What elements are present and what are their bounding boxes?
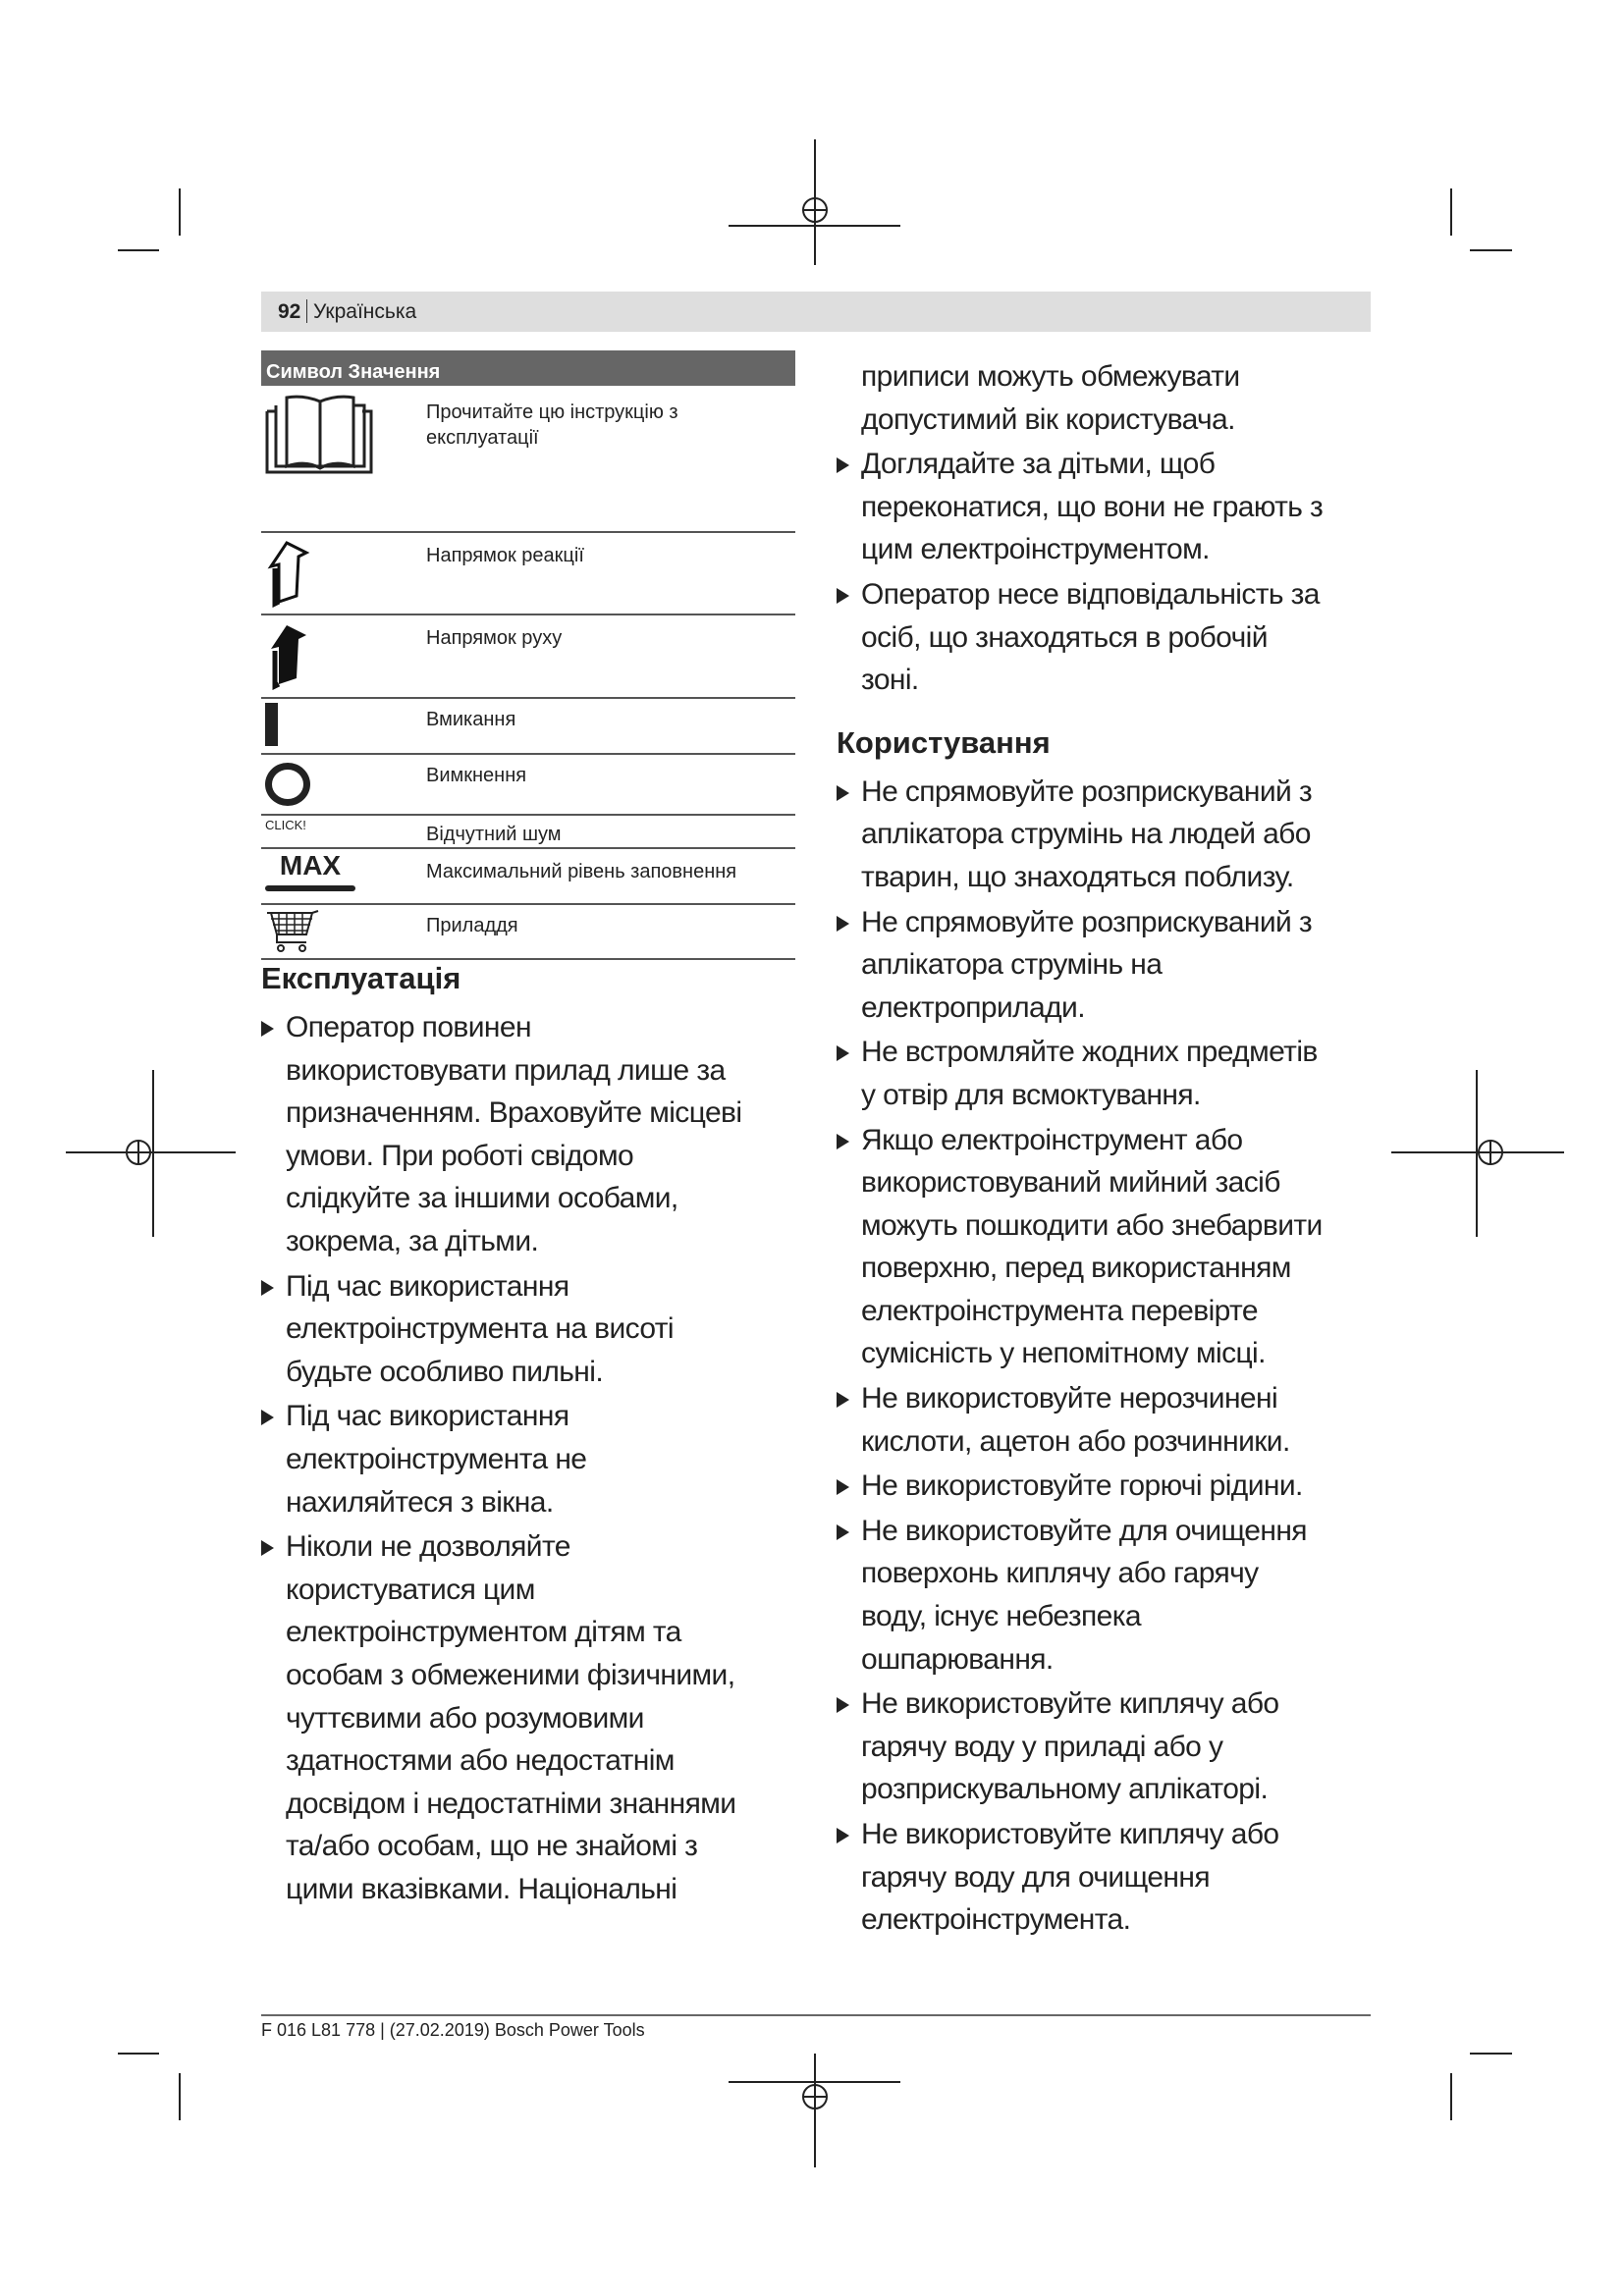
registration-mark-right bbox=[1391, 1070, 1564, 1237]
text-line: Не використовуйте киплячу або bbox=[861, 1687, 1279, 1721]
bullet-triangle-icon bbox=[837, 1134, 849, 1149]
bullet-triangle-icon bbox=[837, 916, 849, 932]
registration-mark-bottom bbox=[729, 2054, 900, 2167]
text-line: розприскувальному аплікаторі. bbox=[861, 1773, 1269, 1806]
text-line: Не спрямовуйте розприскуваний з bbox=[861, 905, 1313, 938]
page-header bbox=[261, 292, 1371, 332]
symbol-label: Максимальний рівень заповнення bbox=[426, 861, 737, 882]
bullet-triangle-icon bbox=[837, 1392, 849, 1408]
text-line: Не спрямовуйте розприскуваний з bbox=[861, 774, 1313, 808]
symbol-label: Напрямок руху bbox=[426, 627, 563, 649]
text-line: Не використовуйте для очищення bbox=[861, 1514, 1307, 1547]
text-line: допустимий вік користувача. bbox=[861, 402, 1235, 436]
text-line: користуватися цим bbox=[286, 1573, 535, 1606]
text-line: електроінструмента. bbox=[861, 1903, 1131, 1937]
text-line: поверхню, перед використанням bbox=[861, 1252, 1291, 1285]
bullet-item bbox=[837, 771, 1386, 899]
symbol-table-header: Символ Значення bbox=[261, 350, 795, 386]
text-line: Під час використання bbox=[286, 1269, 569, 1303]
bullet-triangle-icon bbox=[837, 1479, 849, 1495]
text-line: особам з обмеженими фізичними, bbox=[286, 1658, 735, 1691]
bullet-triangle-icon bbox=[837, 1697, 849, 1713]
text-line: воду, існує небезпека bbox=[861, 1600, 1142, 1633]
registration-mark-top bbox=[729, 139, 900, 265]
text-line: чуттєвими або розумовими bbox=[286, 1701, 644, 1735]
right-column bbox=[837, 355, 1386, 1944]
text-line: Оператор повинен bbox=[286, 1011, 531, 1043]
bullet-item bbox=[837, 573, 1386, 702]
bullet-item bbox=[261, 1395, 811, 1523]
bullet-triangle-icon bbox=[261, 1540, 274, 1556]
text-line: приписи можуть обмежувати bbox=[861, 360, 1240, 393]
symbol-label: Напрямок реакції bbox=[426, 545, 584, 566]
text-line: цим електроінструментом. bbox=[861, 533, 1210, 566]
text-line: переконатися, що вони не грають з bbox=[861, 490, 1324, 523]
symbol-row bbox=[261, 615, 795, 699]
bullet-item bbox=[837, 1813, 1386, 1942]
text-line: електроінструментом дітям та bbox=[286, 1616, 681, 1649]
text-line: аплікатора струмінь на людей або bbox=[861, 818, 1311, 851]
symbol-label: Приладдя bbox=[426, 915, 518, 936]
bullet-triangle-icon bbox=[837, 1524, 849, 1540]
max-fill-level-icon bbox=[265, 851, 355, 891]
bullet-triangle-icon bbox=[837, 588, 849, 604]
text-line: нахиляйтеся з вікна. bbox=[286, 1485, 554, 1519]
text-line: ошпарювання. bbox=[861, 1642, 1054, 1676]
page-number: 92 bbox=[278, 300, 301, 323]
symbol-row bbox=[261, 386, 795, 533]
symbol-row bbox=[261, 755, 795, 816]
movement-arrow-filled-icon bbox=[265, 621, 314, 690]
text-line: Не використовуйте нерозчинені bbox=[861, 1382, 1278, 1415]
bullet-triangle-icon bbox=[837, 1828, 849, 1843]
max-text: MAX bbox=[279, 850, 342, 881]
continuation-paragraph bbox=[837, 355, 1386, 441]
text-line: призначенням. Враховуйте місцеві bbox=[286, 1096, 742, 1130]
text-line: тварин, що знаходяться поблизу. bbox=[861, 860, 1294, 893]
bullet-triangle-icon bbox=[261, 1280, 274, 1296]
text-line: Якщо електроінструмент або bbox=[861, 1123, 1243, 1156]
bullet-item bbox=[837, 1510, 1386, 1681]
symbol-label: Відчутний шум bbox=[426, 824, 562, 845]
text-line: Не використовуйте горючі рідини. bbox=[861, 1469, 1303, 1503]
bullet-item bbox=[837, 1031, 1386, 1116]
reaction-arrow-outline-icon bbox=[265, 539, 314, 608]
text-line: будьте особливо пильні. bbox=[286, 1355, 604, 1388]
text-line: гарячу воду для очищення bbox=[861, 1860, 1211, 1894]
text-line: електроінструмента перевірте bbox=[861, 1294, 1258, 1327]
bullet-triangle-icon bbox=[261, 1021, 274, 1037]
text-line: Не встромляйте жодних предметів bbox=[861, 1036, 1318, 1069]
text-line: у отвір для всмоктування. bbox=[861, 1078, 1201, 1111]
bullet-triangle-icon bbox=[837, 1045, 849, 1061]
bullet-item bbox=[837, 1119, 1386, 1376]
text-line: Доглядайте за дітьми, щоб bbox=[861, 448, 1216, 481]
section-heading-operation: Експлуатація bbox=[261, 961, 461, 995]
text-line: зокрема, за дітьми. bbox=[286, 1224, 539, 1257]
bullet-item bbox=[261, 1525, 811, 1910]
text-line: Ніколи не дозволяйте bbox=[286, 1530, 570, 1564]
text-line: цими вказівками. Національні bbox=[286, 1872, 677, 1905]
symbol-label: Вимкнення bbox=[426, 765, 527, 786]
text-line: гарячу воду у приладі або у bbox=[861, 1730, 1223, 1763]
text-line: Під час використання bbox=[286, 1400, 569, 1433]
book-icon bbox=[265, 394, 375, 474]
registration-mark-left bbox=[66, 1070, 236, 1237]
left-column bbox=[261, 951, 811, 1912]
bullet-triangle-icon bbox=[837, 457, 849, 473]
click-text-icon: CLICK! bbox=[265, 818, 306, 832]
section-heading-use: Користування bbox=[837, 724, 1051, 760]
supervision-bullets bbox=[837, 443, 1386, 702]
text-line: слідкуйте за іншими особами, bbox=[286, 1182, 678, 1215]
text-line: поверхонь киплячу або гарячу bbox=[861, 1557, 1259, 1590]
text-line: електроінструмента не bbox=[286, 1442, 587, 1475]
use-bullets bbox=[837, 771, 1386, 1942]
bullet-item bbox=[837, 1465, 1386, 1508]
symbol-row bbox=[261, 816, 795, 849]
bullet-item bbox=[837, 901, 1386, 1030]
bullet-item bbox=[261, 1265, 811, 1394]
symbol-table bbox=[261, 350, 795, 960]
text-line: аплікатора струмінь на bbox=[861, 948, 1163, 982]
text-line: зоні. bbox=[861, 664, 919, 697]
text-line: можуть пошкодити або знебарвити bbox=[861, 1208, 1323, 1242]
footer-rule bbox=[261, 2014, 1371, 2016]
text-line: Не використовуйте киплячу або bbox=[861, 1818, 1279, 1850]
text-line: кислоти, ацетон або розчинники. bbox=[861, 1424, 1290, 1458]
text-line: здатностями або недостатнім bbox=[286, 1744, 675, 1778]
bullet-triangle-icon bbox=[261, 1410, 274, 1425]
bullet-item bbox=[837, 443, 1386, 571]
text-line: Оператор несе відповідальність за bbox=[861, 577, 1320, 611]
bullet-item bbox=[837, 1377, 1386, 1463]
text-line: осіб, що знаходяться в робочій bbox=[861, 620, 1268, 654]
text-line: досвідом і недостатніми знаннями bbox=[286, 1787, 736, 1820]
shopping-cart-icon bbox=[265, 909, 320, 954]
bullet-item bbox=[261, 1006, 811, 1263]
bullet-triangle-icon bbox=[837, 785, 849, 801]
footer-text: F 016 L81 778 | (27.02.2019) Bosch Power Tools bbox=[261, 2020, 645, 2040]
text-line: та/або особам, що не знайомі з bbox=[286, 1830, 698, 1863]
bullet-item bbox=[837, 1682, 1386, 1811]
symbol-row bbox=[261, 849, 795, 905]
language-label: Українська bbox=[313, 300, 417, 323]
operation-bullets bbox=[261, 1006, 811, 1910]
symbol-row bbox=[261, 533, 795, 615]
text-line: сумісність у непомітному місці. bbox=[861, 1337, 1266, 1370]
text-line: використовувати прилад лише за bbox=[286, 1053, 726, 1087]
power-off-circle-icon bbox=[265, 763, 310, 806]
header-divider bbox=[306, 299, 307, 323]
text-line: електроприлади. bbox=[861, 990, 1085, 1024]
text-line: використовуваний мийний засіб bbox=[861, 1166, 1280, 1200]
power-on-bar-icon bbox=[265, 703, 278, 746]
symbol-label: Вмикання bbox=[426, 709, 516, 730]
text-line: електроінструмента на висоті bbox=[286, 1312, 674, 1346]
symbol-label: Прочитайте цю інструкцію з експлуатації bbox=[426, 401, 678, 449]
max-line bbox=[265, 885, 355, 891]
symbol-row bbox=[261, 699, 795, 755]
text-line: умови. При роботі свідомо bbox=[286, 1139, 634, 1172]
